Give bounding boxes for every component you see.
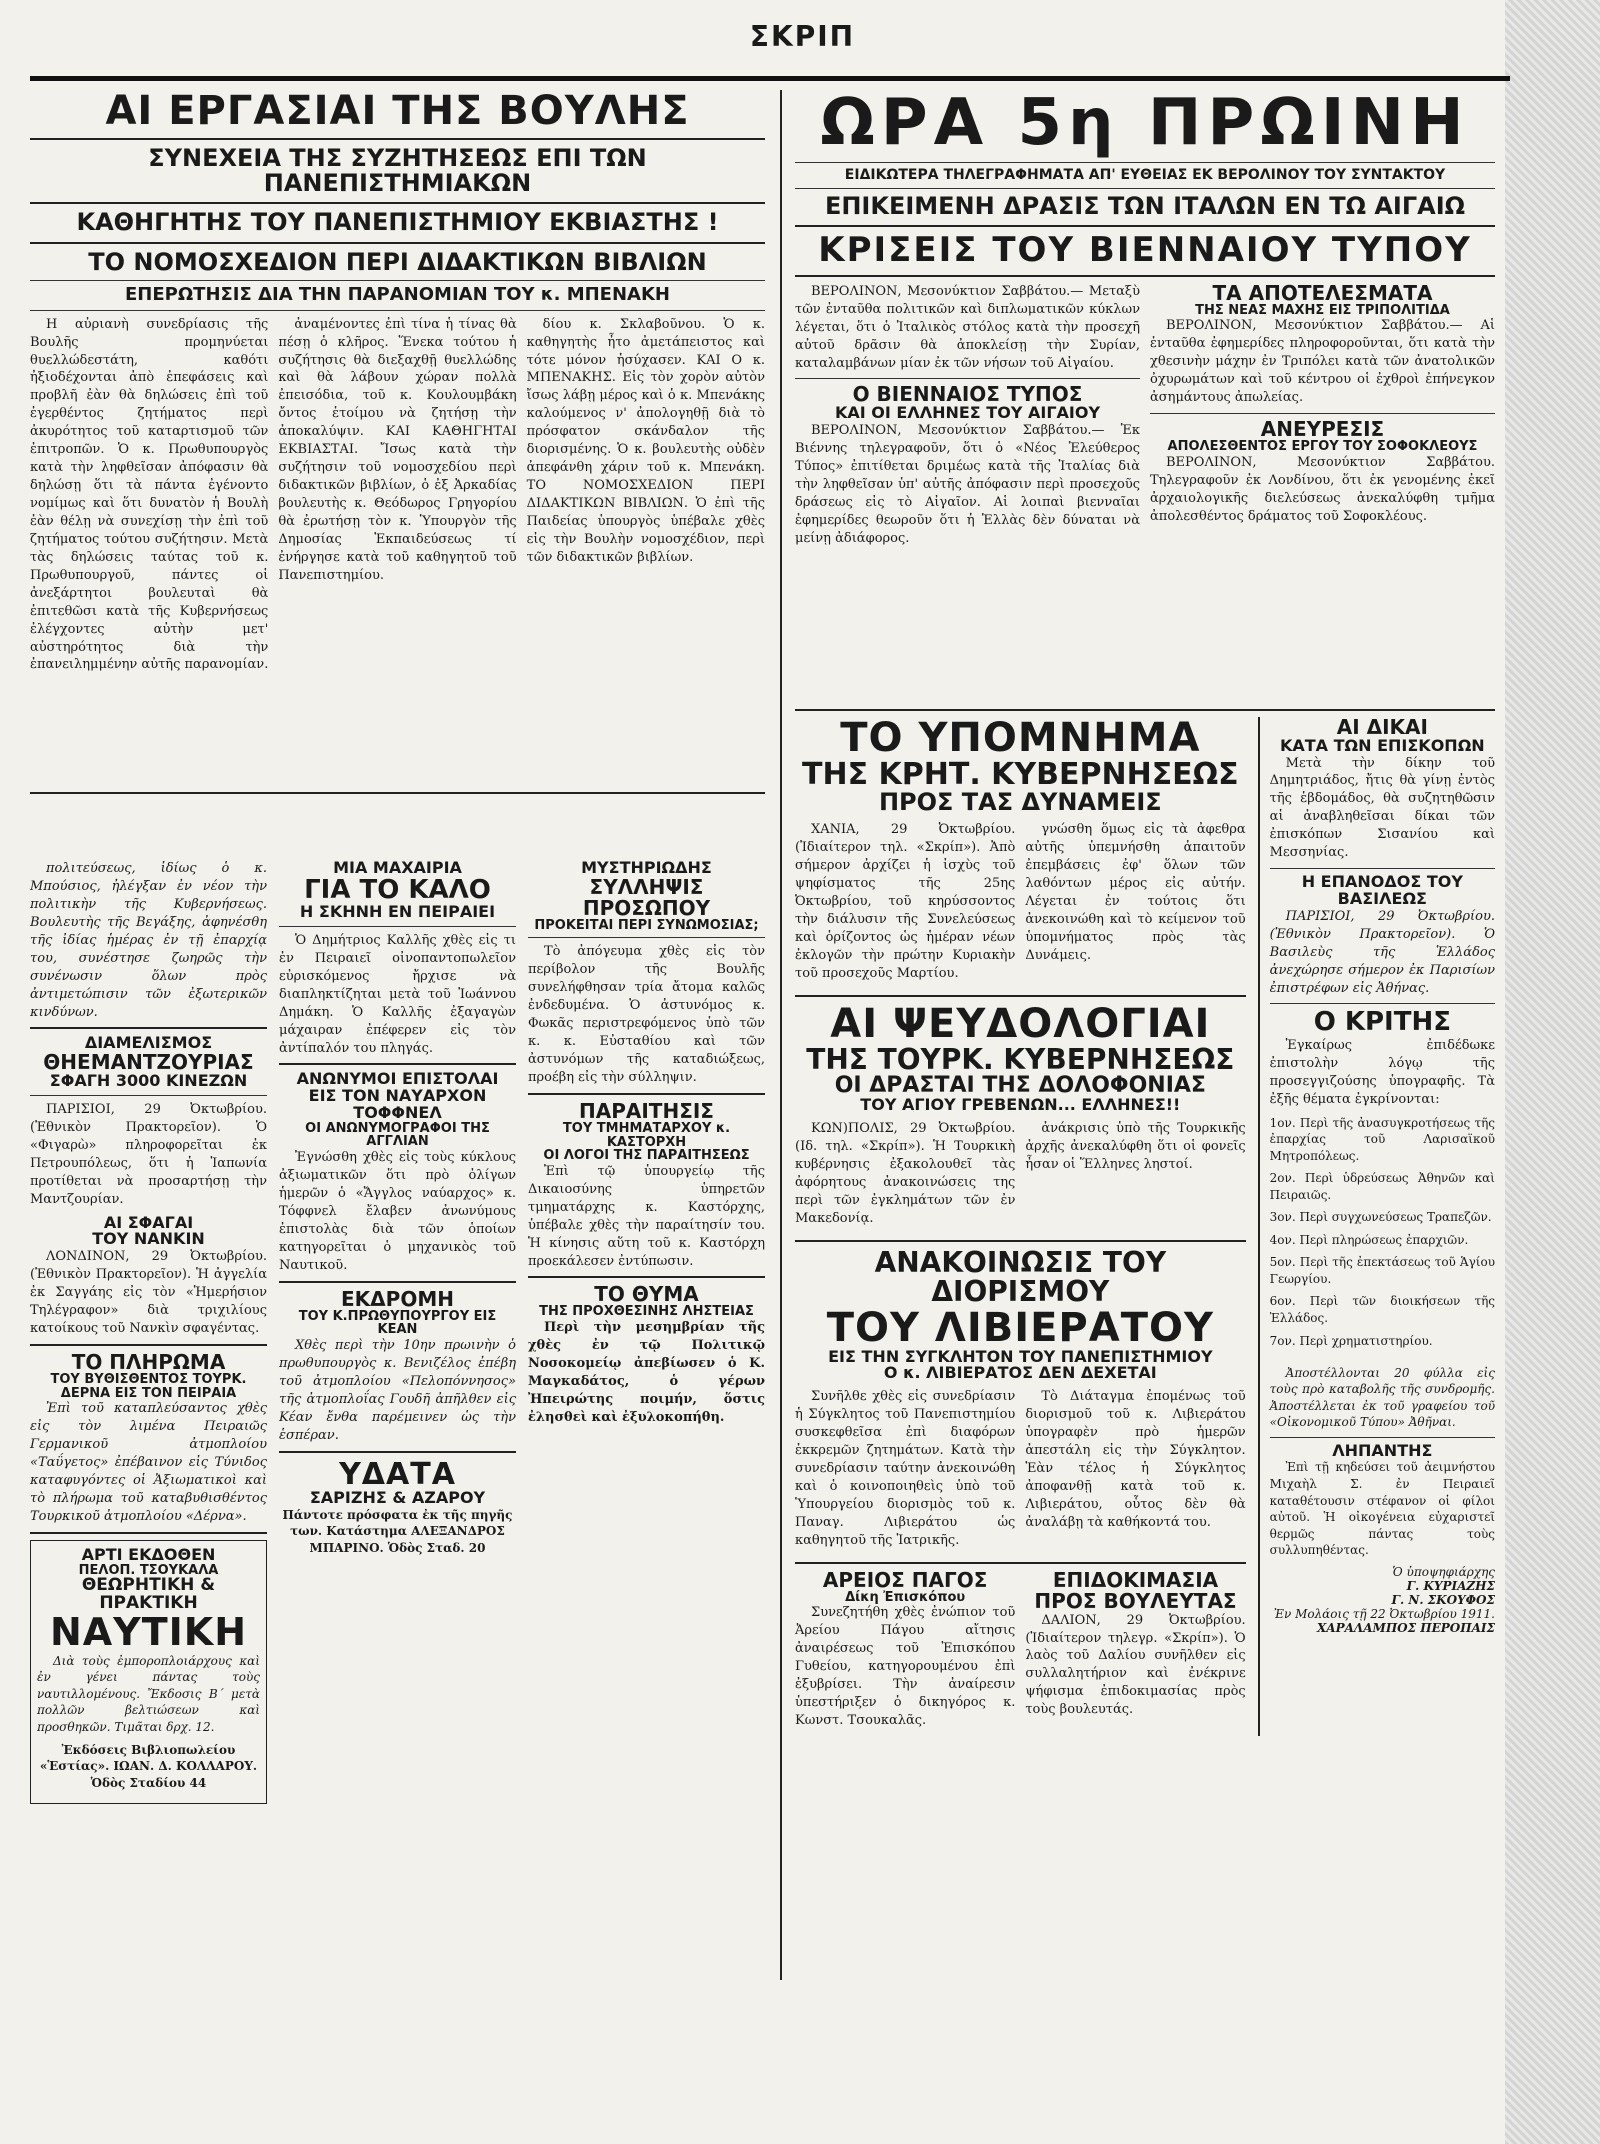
right-column [795, 86, 1495, 1736]
divider [279, 1451, 516, 1453]
left-column [30, 90, 765, 800]
pliroma-text: Ἐπὶ τοῦ καταπλεύσαντος χθὲς εἰς τὸν λιμένα Πειραιῶς Γερμανικοῦ ἀτμοπλοίου «Ταΰγετος» ἐπέβαινον εἰς Τύνιδος καταφυγόντες οἱ Ἀξιωματικοὶ καὶ τὸ πλήρωμα τοῦ καταβυθισθέντος Τουρκικοῦ ἀτμοπλοίου «Δέρνα». [30, 1401, 267, 1524]
ydata-text: Πάντοτε πρόσφατα ἐκ τῆς πηγῆς των. Κατάστημα ΑΛΕΞΑΝΔΡΟΣ ΜΠΑΡΙΝΟ. Ὁδὸς Σταδ. 20 [282, 1507, 513, 1555]
h-viennaios: Ο ΒΙΕΝΝΑΙΟΣ ΤΥΠΟΣ [852, 382, 1083, 407]
h-drastai: ΟΙ ΔΡΑΣΤΑΙ ΤΗΣ ΔΟΛΟΦΟΝΙΑΣ [834, 1073, 1206, 1099]
berol-text: ΒΕΡΟΛΙΝΟΝ, Μεσονύκτιον Σαββάτου.— Μεταξὺ τῶν ἐνταῦθα πολιτικῶν καὶ διπλωματικῶν κύκλων λέγεται, ὅτι ὁ Ἰταλικὸς στόλος κατὰ τὴν προσεχῆ αὐτοῦ δρᾶσιν θὰ ἀποκλείσῃ τὴν Συρίαν, καταλαμβάνων μίαν ἐκ τῶν νήσων τοῦ Αἰγαίου. [795, 283, 1140, 371]
newspaper-page [30, 20, 1575, 2130]
divider [795, 162, 1495, 163]
headline-vouli: ΑΙ ΕΡΓΑΣΙΑΙ ΤΗΣ ΒΟΥΛΗΣ [105, 88, 690, 134]
headline-ora: ΩΡΑ 5η ΠΡΩΙΝΗ [820, 86, 1470, 160]
vouli-body [30, 316, 765, 786]
h-epidok: ΕΠΙΔΟΚΙΜΑΣΙΑ [1052, 1567, 1219, 1592]
ekdromi-text: Χθὲς περὶ τὴν 10ην πρωινὴν ὁ πρωθυπουργὸς κ. Βενιζέλος ἐπέβη τοῦ ἀτμοπλοίου «Πελοπόννησος» τῆς ἀτμοπλοΐας Γουδῆ ἀπῆλθεν εἰς Κέαν ἔνθα παρέμεινεν ὡς τὴν ἑσπέραν. [279, 1337, 516, 1443]
list-item: 2ον. Περὶ ὑδρεύσεως Ἀθηνῶν καὶ Πειραιῶς. [1269, 1171, 1495, 1202]
sfagi-text: ΠΑΡΙΣΙΟΙ, 29 Ὀκτωβρίου. (Ἐθνικὸν Πρακτορεῖον). Ὁ «Φιγαρὼ» πληροφορεῖται ἐκ Πετρουπόλεως, ὅτι ἡ Ἰαπωνία προτίθεται νὰ προσαρτήσῃ τὴν Μαντζουρίαν. [30, 1102, 267, 1207]
signature-1: Ὁ ὑποψηφιάρχης [1392, 1564, 1495, 1579]
column-rule [780, 90, 782, 1980]
h-lipantis: ΛΗΠΑΝΤΗΣ [1332, 1440, 1433, 1460]
h-diki: Δίκη Ἐπισκόπου [845, 1589, 966, 1605]
h-sarizis: ΣΑΡΙΖΗΣ & ΑΖΑΡΟΥ [309, 1488, 486, 1508]
ad-nautiki: ΝΑΥΤΙΚΗ [49, 1609, 248, 1654]
h-ellines: ΚΑΙ ΟΙ ΕΛΛΗΝΕΣ ΤΟΥ ΑΙΓΑΙΟΥ [834, 403, 1101, 423]
vouli-text-1: Η αὐριανὴ συνεδρίασις τῆς Βουλῆς προμηνύεται θυελλώδεστάτη, καθότι ἠξιοδέχονται ἀπὸ ἐπεφάσεις καὶ προβλῆ ἐὰν θὰ δηλώσεις ἐπὶ τοῦ ἐγερθέντος ζητήματος περὶ ἀκυρότητος τοῦ καταρτισμοῦ τῶν ἐπιτροπῶν. Ὁ κ. Πρωθυπουργὸς κατὰ τὴν ληφθεῖσαν ἀπόφασιν θὰ δηλώσῃ ὅτι τὰ πάντα ἐγένοντο νομίμως καὶ ὅτι δυνατὸν ἡ Βουλὴ ἐὰν θέλῃ νὰ συνεχίσῃ τὴν ἐπὶ τοῦ ζητήματος τούτου συζήτησιν. Μετὰ τὰς δηλώσεις ταύτας τοῦ κ. Πρωθυπουργοῦ, πάντες οἱ ἀνεξάρτητοι βουλευταὶ θὰ ἐπιτεθῶσι κατὰ τῆς Κυβερνήσεως ἐλέγχοντες αὐτὴν μετ' αὐστηρότητος διὰ τὴν ἐπανειλημμένην αὐτῆς παρανομίαν. [30, 316, 269, 673]
h-ekdromi: ΕΚΔΡΟΜΗ [341, 1286, 454, 1311]
h-kean: ΤΟΥ Κ.ΠΡΩΘΥΠΟΥΡΓΟΥ ΕΙΣ ΚΕΑΝ [298, 1308, 497, 1338]
signature-4: ΧΑΡΑΛΑΜΠΟΣ ΠΕΡΟΠΑΙΣ [1316, 1620, 1495, 1635]
right-main [795, 714, 1246, 1736]
divider [30, 1027, 267, 1029]
h-syllipsis: ΣΥΛΛΗΨΙΣ ΠΡΟΣΩΠΟΥ [582, 874, 711, 920]
signature-3: Γ. Ν. ΣΚΟΥΦΟΣ [1391, 1592, 1495, 1607]
list-item: 5ον. Περὶ τῆς ἐπεκτάσεως τοῦ Ἁγίου Γεωργίου. [1269, 1255, 1495, 1286]
h-den-dexetai: Ο κ. ΛΙΒΙΕΡΑΤΟΣ ΔΕΝ ΔΕΧΕΤΑΙ [883, 1363, 1157, 1383]
h-agiou: ΤΟΥ ΑΓΙΟΥ ΓΡΕΒΕΝΩΝ... ΕΛΛΗΝΕΣ!! [860, 1095, 1181, 1115]
syllipsis-text: Τὸ ἀπόγευμα χθὲς εἰς τὸν περίβολον τῆς Βουλῆς συνελήφθησαν τρία ἄτομα καλῶς ἐνδεδυμένα. Ὁ ἀστυνόμος κ. Φωκᾶς περιστρεφόμενος ὑπὸ τῶν κ. κ. Εὐσταθίου καὶ τῶν ἀστυνόμων τῆς καταδιώξεως, προέβη εἰς τὴν σύλληψιν. [528, 944, 765, 1085]
ypomn-text: ΧΑΝΙΑ, 29 Ὀκτωβρίου. (Ἰδιαίτερον τηλ. «Σκρίπ»). Ἀπὸ σήμερον ἀρχίζει ἡ ἰσχὺς τοῦ ψηφίσματος τῆς 25ης Ὀκτωβρίου, τοῦ κηρύσσοντος τὴν διάλυσιν τῆς Συνελεύσεως καὶ ὁρίζοντος ὡς ἡμέραν νέων ἐκλογῶν τὴν πρώτην Κυριακὴν τοῦ προσεχοῦς Μαρτίου. [795, 822, 1016, 981]
ad-theoritiki: ΘΕΩΡΗΤΙΚΗ & ΠΡΑΚΤΙΚΗ [81, 1575, 216, 1614]
sub-nomosxedion: ΤΟ ΝΟΜΟΣΧΕΔΙΟΝ ΠΕΡΙ ΔΙΔΑΚΤΙΚΩΝ ΒΙΒΛΙΩΝ [88, 247, 707, 276]
h-apotel2: ΤΗΣ ΝΕΑΣ ΜΑΧΗΣ ΕΙΣ ΤΡΙΠΟΛΙΤΙΔΑ [1195, 302, 1450, 318]
divider [279, 1063, 516, 1065]
ad-author: ΠΕΛΟΠ. ΤΣΟΥΚΑΛΑ [78, 1562, 219, 1578]
list-item: 7ον. Περὶ χρηματιστηρίου. [1269, 1333, 1433, 1348]
psevd-text-2: ἀνάκρισις ὑπὸ τῆς Τουρκικῆς ἀρχῆς ἀνεκαλύφθη ὅτι οἱ φονεῖς ἦσαν οἱ Ἕλληνες ληστοί. [1025, 1121, 1246, 1173]
h-anonymografoi: ΟΙ ΑΝΩΝΥΜΟΓΡΑΦΟΙ ΤΗΣ ΑΓΓΛΙΑΝ [305, 1120, 490, 1150]
h-dikai: ΑΙ ΔΙΚΑΙ [1336, 714, 1428, 739]
signature-date: Ἐν Μολάοις τῇ 22 Ὀκτωβρίου 1911. [1273, 1606, 1495, 1621]
divider [279, 1281, 516, 1283]
h-diamelismos: ΔΙΑΜΕΛΙΣΜΟΣ [84, 1033, 213, 1053]
h-pliroma: ΤΟ ΠΛΗΡΩΜΑ [71, 1349, 226, 1374]
h-listeias: ΤΗΣ ΠΡΟΧΘΕΣΙΝΗΣ ΛΗΣΤΕΙΑΣ [539, 1304, 754, 1320]
sub-eperotisis: ΕΠΕΡΩΤΗΣΙΣ ΔΙΑ ΤΗΝ ΠΑΡΑΝΟΜΙΑΝ ΤΟΥ κ. ΜΠΕΝΑΚΗ [125, 283, 670, 305]
h-sfagi: ΣΦΑΓΗ 3000 ΚΙΝΕΖΩΝ [49, 1071, 248, 1091]
h-kritis: Ο ΚΡΙΤΗΣ [1313, 1007, 1451, 1038]
right-sidebar [1258, 714, 1495, 1736]
h-episkopon: ΚΑΤΑ ΤΩΝ ΕΠΙΣΚΟΠΩΝ [1279, 735, 1485, 755]
divider [528, 1093, 765, 1095]
h-pliroma-sub: ΤΟΥ ΒΥΘΙΣΘΕΝΤΟΣ ΤΟΥΡΚ. ΔΕΡΝΑ ΕΙΣ ΤΟΝ ΠΕΙΡΑΙΑ [50, 1371, 247, 1401]
divider [795, 995, 1246, 997]
sub-panepistimiakon: ΣΥΝΕΧΕΙΑ ΤΗΣ ΣΥΖΗΤΗΣΕΩΣ ΕΠΙ ΤΩΝ ΠΑΝΕΠΙΣΤΗΜΙΑΚΩΝ [148, 144, 647, 198]
sub-italon: ΕΠΙΚΕΙΜΕΝΗ ΔΡΑΣΙΣ ΤΩΝ ΙΤΑΛΩΝ ΕΝ ΤΩ ΑΙΓΑΙΩ [824, 191, 1466, 220]
masthead: ΣΚΡΙΠ [749, 20, 856, 53]
list-item: 6ον. Περὶ τῶν διοικήσεων τῆς Ἑλλάδος. [1269, 1294, 1495, 1325]
vouli-text-3: δίου κ. Σκλαβοῦνου. Ὁ κ. καθηγητὴς ἦτο ἀμετάπειστος καὶ τότε μόνον ἡσύχασεν. ΚΑΙ Ο κ. ΜΠΕΝΑΚΗΣ. Εἰς τὸν χορὸν αὐτὸν ἴσως λάβῃ μέρος καὶ ὁ κ. Μπενάκης καλούμενος ν' ἀπολογηθῇ διὰ τὸ πρόσφατον σκάνδαλον τῆς διορισμένης. Ὁ κ. βουλευτὴς οὐδὲν ἀπεφάνθη χάριν τοῦ κ. Μπενάκη. ΤΟ ΝΟΜΟΣΧΕΔΙΟΝ ΠΕΡΙ ΔΙΔΑΚΤΙΚΩΝ ΒΙΒΛΙΩΝ. Ὁ ἐπὶ τῆς Παιδείας ὑπουργὸς ὑπέβαλε χθὲς εἰς τὴν Βουλὴν νομοσχέδιον, περὶ τῶν διδακτικῶν βιβλίων. [526, 316, 765, 565]
maxairia-text: Ὁ Δημήτριος Καλλῆς χθὲς εἰς τι ἐν Πειραιεῖ οἰνοπαντοπωλεῖον εὐρισκόμενος ἤρχισε νὰ διαπληκτίζηται μετὰ τοῦ Ἰωάννου Δημάκη. Ὁ Καλλῆς ἐξαγαγὼν μάχαιραν ἐπέφερεν εἰς τὸν ἀντίπαλόν του πληγάς. [279, 932, 516, 1056]
signature-2: Γ. ΚΥΡΙΑΖΗΣ [1406, 1578, 1495, 1593]
divider [795, 275, 1495, 277]
h-livieratou: ΤΟΥ ΛΙΒΙΕΡΑΤΟΥ [826, 1304, 1214, 1351]
h-logoi: ΟΙ ΛΟΓΟΙ ΤΗΣ ΠΑΡΑΙΤΗΣΕΩΣ [543, 1148, 750, 1164]
divider [279, 926, 516, 927]
sub-kathigitis: ΚΑΘΗΓΗΤΗΣ ΤΟΥ ΠΑΝΕΠΙΣΤΗΜΙΟΥ ΕΚΒΙΑΣΤΗΣ ! [76, 208, 719, 237]
left-lower [30, 860, 765, 1804]
h-nauarxon: ΕΙΣ ΤΟΝ ΝΑΥΑΡΧΟΝ ΤΟΦΦΝΕΛ [308, 1086, 487, 1123]
krit-text: Ἐγκαίρως ἐπιδέδωκε ἐπιστολὴν λόγῳ τῆς προσεγγιζούσης ὑπογραφῆς. Τὰ ἐξῆς θέματα ἐγκρίνονται: [1269, 1037, 1495, 1107]
divider [30, 310, 765, 311]
h-vouleftas: ΠΡΟΣ ΒΟΥΛΕΥΤΑΣ [1034, 1588, 1237, 1613]
h-ydata: ΥΔΑΤΑ [339, 1456, 456, 1492]
divider [795, 225, 1495, 227]
paraitisis-text: Ἐπὶ τῷ ὑπουργείῳ τῆς Δικαιοσύνης ὑπηρετῶν τμηματάρχης κ. Καστόρχης, ὑπέβαλε χθὲς τὴν παραίτησίν του. Ἡ κίνησις αὕτη τοῦ κ. Καστόρχη προεκάλεσεν ἐντύπωσιν. [528, 1163, 765, 1269]
column-a [30, 860, 267, 1804]
ypomn-text-2: γνώσθη ὅμως εἰς τὰ ἀφεθρα αὐτῆς ὑπεμνήσθη ἀπαιτοῦν ἐπεμβάσεις ἐφ' ὅλων τῶν λαθόντων μέρος εἰς αὐτήν. Λέγεται ἐν τούτοις ὅτι ἀνεκοινώθη καὶ τὸ κείμενον τοῦ ὑπομνήματος πρὸς τὰς Δυνάμεις. [1025, 822, 1246, 963]
h-ypomnima: ΤΟ ΥΠΟΜΝΗΜΑ [840, 714, 1201, 761]
apotel-text: ΒΕΡΟΛΙΝΟΝ, Μεσονύκτιον Σαββάτου.— Αἱ ἐνταῦθα ἐφημερίδες πληροφοροῦνται, ὅτι κατὰ τὴν χθεσινὴν μάχην ἐν Τριπόλει κατὰ τῶν ἀνατολικῶν ὀχυρωμάτων καὶ τοῦ κέντρου οἱ ἐχθροὶ ἐπήνεγκον ἀσημάντους ἀπωλείας. [1150, 318, 1495, 406]
divider [795, 188, 1495, 189]
divider [30, 792, 765, 794]
h-thyma: ΤΟ ΘΥΜΑ [594, 1282, 699, 1307]
divider [1150, 413, 1495, 414]
divider [30, 1532, 267, 1534]
themata-list [1270, 1115, 1495, 1365]
h-dynameis: ΠΡΟΣ ΤΑΣ ΔΥΝΑΜΕΙΣ [878, 788, 1162, 817]
divider [795, 1240, 1246, 1242]
divider [528, 1276, 765, 1278]
anevr-text: ΒΕΡΟΛΙΝΟΝ, Μεσονύκτιον Σαββάτου. Τηλεγραφοῦν ἐκ Λονδίνου, ὅτι ἐκ γενομένης ἐκεῖ ἀρχαιολογικῆς διελεύσεως ἀνεκαλύφθη τμῆμα ἀπολεσθέντος δράματος τοῦ Σοφοκλέους. [1150, 454, 1495, 524]
list-item: 4ον. Περὶ πληρώσεως ἐπαρχιῶν. [1269, 1232, 1469, 1247]
list-item: 1ον. Περὶ τῆς ἀνασυγκροτήσεως τῆς ἐπαρχίας τοῦ Λαρισαϊκοῦ Μητροπόλεως. [1269, 1115, 1495, 1163]
divider [30, 1344, 267, 1346]
ep-text: ΔΑΛΙΟΝ, 29 Ὀκτωβρίου. (Ἰδιαίτερον τηλεγρ. «Σκρίπ»). Ὁ λαὸς τοῦ Δαλίου συνῆλθεν εἰς συλλαλητήριον καὶ ἐνέκρινε ψήφισμα ἐπιδοκιμασίας πρὸς τοὺς βουλευτάς. [1025, 1612, 1246, 1718]
divider [795, 378, 1140, 379]
h-apotel: ΤΑ ΑΠΟΤΕΛΕΣΜΑΤΑ [1212, 282, 1433, 305]
ar-text: Συνεζητήθη χθὲς ἐνώπιον τοῦ Ἀρείου Πάγου αἴτησις ἀναιρέσεως τοῦ Ἐπισκόπου Γυθείου, κατηγορουμένου ἐπὶ ἐξυβρίσει. Τὴν ἀναίρεσιν ὑπεστήριξεν ὁ δικηγόρος κ. Κωνστ. Τσουκαλᾶς. [795, 1605, 1016, 1728]
lipantis-text: Ἐπὶ τῇ κηδεύσει τοῦ ἀειμνήστου Μιχαὴλ Σ. ἐν Πειραιεῖ καταθέτουσιν στέφανον οἱ φίλοι αὐτοῦ. Ἡ οἰκογένεια εὐχαριστεῖ θερμῶς πάντας τοὺς συλλυπηθέντας. [1269, 1460, 1495, 1558]
h-tourkkyb: ΤΗΣ ΤΟΥΡΚ. ΚΥΒΕΡΝΗΣΕΩΣ [806, 1042, 1235, 1076]
nankin-text: ΛΟΝΔΙΝΟΝ, 29 Ὀκτωβρίου. (Ἐθνικὸν Πρακτορεῖον). Ἡ ἀγγελία ἐκ Σαγγάης εἰς τὸν «Ἡμερήσιον Τηλέγραφον» διὰ τριχιλίους κατοίκους τοῦ Νανκὶν σφαγέντας. [30, 1249, 267, 1336]
divider [30, 138, 765, 140]
divider [795, 1562, 1246, 1564]
h-epanodos: Η ΕΠΑΝΟΔΟΣ ΤΟΥ ΒΑΣΙΛΕΩΣ [1301, 872, 1463, 908]
h-mystiriodis: ΜΥΣΤΗΡΙΩΔΗΣ [581, 858, 712, 877]
nomos-text: Ἀποστέλλονται 20 φύλλα εἰς τοὺς πρὸ καταβολῆς τῆς συνδρομῆς. Ἀποστέλλεται ἐκ τοῦ γραφείου τοῦ «Οἰκονομικοῦ Τύπου» Ἀθῆναι. [1269, 1365, 1495, 1430]
h-kalo: ΓΙΑ ΤΟ ΚΑΛΟ [304, 874, 491, 905]
politiki-text: πολιτεύσεως, ἰδίως ὁ κ. Μπούσιος, ἠλέγξαν ἐν νέον τὴν πολιτικὴν τῆς Κυβερνήσεως. Βουλευτὴς τῆς Βεγάξης, ἀφηνέσθη τῆς ἰδίας ἡμέρας ἐν τῇ ἐπαρχίᾳ του, συνέστησε ζωηρῶς τὴν συνένωσιν ὅλων πρὸς ἀντιμετώπισιν τῶν ἐξωτερικῶν κινδύνων. [30, 861, 267, 1020]
column-b [279, 860, 516, 1804]
h-synomosia: ΠΡΟΚΕΙΤΑΙ ΠΕΡΙ ΣΥΝΩΜΟΣΙΑΣ; [534, 917, 759, 933]
list-item: 3ον. Περὶ συγχωνεύσεως Τραπεζῶν. [1269, 1210, 1492, 1225]
vouli-text-2: ἀναμένοντες ἐπὶ τίνα ἡ τίνας θὰ πέσῃ ὁ κλῆρος. Ἕνεκα τούτου ἡ συζήτησις θὰ διεξαχθῇ θυελλώδης καὶ θὰ λάβουν χώραν πολλὰ ἐπεισόδια, τοῦ κ. Κουλουμβάκη ὄντος ἑτοίμου νὰ ζητήσῃ τὴν ἀποκαλύψιν. ΚΑΙ ΚΑΘΗΓΗΤΑΙ ΕΚΒΙΑΣΤΑΙ. Ἴσως κατὰ τὴν συζήτησιν τοῦ νομοσχεδίου περὶ διδακτικῶν βιβλίων, ὁ ἐξ Ἀρκαδίας βουλευτὴς κ. Θεόδωρος Γρηγορίου θὰ ἐρωτήσῃ τὸν κ. Ὑπουργὸν τῆς Δημοσίας Ἐκπαιδεύσεως τί ἐνήργησε κατὰ τοῦ καθηγητοῦ τοῦ Πανεπιστημίου. [278, 316, 517, 583]
vienna-text: ΒΕΡΟΛΙΝΟΝ, Μεσονύκτιον Σαββάτου.— Ἐκ Βιέννης τηλεγραφοῦν, ὅτι ὁ «Νέος Ἐλεύθερος Τύπος» ἐπιτίθεται δριμέως κατὰ τῆς Ἰταλίας διὰ τὴν ληφθεῖσαν ὑπ' αὐτῆς ἀπόφασιν περὶ προσεχοῦς δράσεως εἰς τὸ Αἰγαῖον. Αἱ λοιπαὶ βιενναῖαι ἐφημερίδες θεωροῦν ὅτι ἡ Ἑλλὰς δὲν δύναται νὰ μείνῃ ἀδιάφορος. [795, 423, 1140, 546]
epistolai-text: Ἐγνώσθη χθὲς εἰς τοὺς κύκλους ἀξιωματικῶν ὅτι πρὸ ὀλίγων ἡμερῶν ὁ «Ἄγγλος ναύαρχος» κ. Τόφφνελ ἔλαβεν ἀνωνύμους ἐπιστολὰς διὰ τῶν ὁποίων κατηγορεῖται ὁ μηχανικὸς τοῦ Ναυτικοῦ. [279, 1150, 516, 1273]
h-sfagai: ΑΙ ΣΦΑΓΑΙ [103, 1212, 194, 1232]
divider [30, 1095, 267, 1096]
dik-text: Μετὰ τὴν δίκην τοῦ Δημητριάδος, ἤτις θὰ γίνῃ ἐντὸς τῆς ἑβδομάδος, θὰ συζητηθῶσιν αἱ ἀναβληθεῖσαι δίκαι τῶν ἐπισκόπων Σισανίου καὶ Μεσσηνίας. [1269, 755, 1495, 861]
berolino-block [795, 283, 1495, 703]
divider [795, 709, 1495, 711]
psevd-text: ΚΩΝ)ΠΟΛΙΣ, 29 Ὀκτωβρίου. (Ιδ. τηλ. «Σκρίπ»). Ἡ Τουρκικὴ κυβέρνησις ἐξακολουθεῖ τὰς ἀφόρητους ἀνακοινώσεις της περὶ τῶν ἐγκλημάτων τῶν ἐν Μακεδονίᾳ. [795, 1121, 1016, 1226]
h-anevr: ΑΝΕΥΡΕΣΙΣ [1260, 417, 1385, 442]
ad-desc: Διὰ τοὺς ἐμπορoπλοιάρχους καὶ ἐν γένει πάντας τοὺς ναυτιλλομένους. Ἔκδοσις Β΄ μετὰ πολλῶν βελτιώσεων καὶ προσθηκῶν. Τιμᾶται δρχ. 12. [37, 1653, 260, 1734]
h-anevr2: ΑΠΟΛΕΣΘΕΝΤΟΣ ΕΡΓΟΥ ΤΟΥ ΣΟΦΟΚΛΕΟΥΣ [1167, 439, 1478, 455]
h-kritikyb: ΤΗΣ ΚΡΗΤ. ΚΥΒΕΡΝΗΣΕΩΣ [802, 756, 1239, 792]
divider [1270, 868, 1495, 869]
anak-text-2: Τὸ Διάταγμα ἐπομένως τοῦ διορισμοῦ τοῦ κ. Λιβιεράτου ὑπογραφὲν πρὸ ἡμερῶν ἀπεστάλη εἰς τὴν Σύγκλητον. Ἐὰν τέλος ἡ Σύγκλητος ἀποφανθῇ κατὰ τοῦ κ. Λιβιεράτου, οὗτος δὲν θὰ ἀναλάβῃ τὰ καθήκοντά του. [1025, 1389, 1246, 1530]
ad-arti: ΑΡΤΙ ΕΚΔΟΘΕΝ [81, 1544, 216, 1564]
divider [30, 202, 765, 204]
anak-text: Συνῆλθε χθὲς εἰς συνεδρίασιν ἡ Σύγκλητος τοῦ Πανεπιστημίου συσκεφθεῖσα ἐπὶ διαφόρων ἐκκρεμῶν ζητημάτων. Κατὰ τὴν συνεδρίασιν ταύτην ἀνεκοινώθη καὶ ὁ κοινοποιηθεὶς ὑπὸ τοῦ Ὑπουργείου διορισμὸς τοῦ κ. Παναγ. Λιβιεράτου ὡς καθηγητοῦ τῆς Ἰατρικῆς. [795, 1389, 1016, 1548]
divider [1270, 1003, 1495, 1004]
h-psevdologiai: ΑΙ ΨΕΥΔΟΛΟΓΙΑΙ [830, 1000, 1211, 1047]
sub-tilegrafimata: ΕΙΔΙΚΩΤΕΡΑ ΤΗΛΕΓΡΑΦΗΜΑΤΑ ΑΠ' ΕΥΘΕΙΑΣ ΕΚ ΒΕΡΟΛΙΝΟΥ ΤΟΥ ΣΥΝΤΑΚΤΟΥ [844, 167, 1446, 184]
h-maxairia: ΜΙΑ ΜΑΧΑΙΡΙΑ [333, 858, 462, 877]
column-c [528, 860, 765, 1804]
nautiki-ad [30, 1540, 267, 1804]
h-nankin: ΤΟΥ ΝΑΝΚΙΝ [92, 1229, 205, 1249]
h-anonymoi: ΑΝΩΝΥΜΟΙ ΕΠΙΣΤΟΛΑΙ [296, 1069, 499, 1089]
h-anakoinosis: ΑΝΑΚΟΙΝΩΣΙΣ ΤΟΥ ΔΙΟΡΙΣΜΟΥ [874, 1245, 1167, 1309]
divider [528, 937, 765, 938]
thyma-text: Περὶ τὴν μεσημβρίαν τῆς χθὲς ἐν τῷ Πολιτικῷ Νοσοκομείῳ ἀπεβίωσεν ὁ Κ. Μαγκαδάτος, ὁ γέρων Ἠπειρώτης ποιμήν, ὅστις ἐλησθεὶ καὶ ἐξυλοκοπήθη. [528, 1320, 765, 1425]
h-skini: Η ΣΚΗΝΗ ΕΝ ΠΕΙΡΑΙΕΙ [299, 902, 496, 922]
ad-publisher: Ἐκδόσεις Βιβλιοπωλείου «Ἑστίας». ΙΩΑΝ. Δ. ΚΟΛΛΑΡΟΥ. Ὁδὸς Σταδίου 44 [39, 1742, 258, 1790]
h-mantzourias: ΘΗΕΜΑΝΤΖΟΥΡΙΑΣ [43, 1050, 254, 1075]
masthead-rule [30, 76, 1510, 81]
h-areios: ΑΡΕΙΟΣ ΠΑΓΟΣ [822, 1567, 988, 1592]
divider [1270, 1437, 1495, 1438]
divider [30, 280, 765, 281]
sub-viennaiou: ΚΡΙΣΕΙΣ ΤΟΥ ΒΙΕΝΝΑΙΟΥ ΤΥΠΟΥ [818, 230, 1472, 271]
epan-text: ΠΑΡΙΣΙΟΙ, 29 Ὀκτωβρίου. (Ἐθνικὸν Πρακτορεῖον). Ὁ Βασιλεὺς τῆς Ἑλλάδος ἀνεχώρησε σήμερον ἐκ Παρισίων ἐπιστρέφων εἰς Ἀθήνας. [1269, 908, 1495, 996]
h-synkliton: ΕΙΣ ΤΗΝ ΣΥΓΚΛΗΤΟΝ ΤΟΥ ΠΑΝΕΠΙΣΤΗΜΙΟΥ [828, 1346, 1213, 1366]
h-paraitisis: ΠΑΡΑΙΤΗΣΙΣ [579, 1098, 714, 1123]
divider [30, 242, 765, 244]
h-tmimatarxou: ΤΟΥ ΤΜΗΜΑΤΑΡΧΟΥ κ. ΚΑΣΤΟΡΧΗ [562, 1120, 731, 1150]
